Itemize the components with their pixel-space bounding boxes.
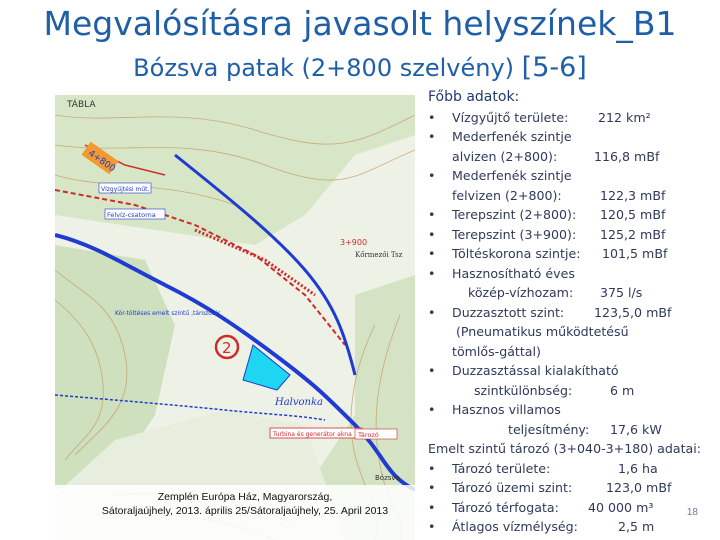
caption-line-2: Sátoraljaújhely, 2013. április 25/Sátoraljaújhely, 25. April 2013 [101, 505, 389, 517]
info-item [428, 498, 720, 518]
site-marker-label: 2 [222, 339, 232, 357]
bullet: • [428, 109, 436, 125]
info-item [428, 166, 720, 186]
site-map [55, 95, 415, 540]
item-sublabel: szintkülönbség: [474, 382, 573, 398]
map-label-tarozo: Kör-töltéses emelt szintű ,tározótér [115, 310, 221, 317]
item-value: 40 000 m³ [588, 499, 654, 515]
bullet: • [428, 168, 436, 183]
item-sublabel: felvizen (2+800): [452, 187, 562, 203]
bullet: • [428, 304, 436, 320]
bullet: • [428, 129, 436, 144]
item-value: 116,8 mBf [594, 148, 660, 164]
item-label: Tározó térfogata: [452, 499, 559, 515]
slide-subtitle [0, 52, 720, 83]
item-value: 123,5,0 mBf [594, 304, 672, 320]
map-label-chainage-4800: 4+800 [86, 148, 117, 175]
map-label-turbina: Turbina és generátor akna [273, 431, 352, 438]
map-label-tabla: TÁBLA [67, 100, 96, 110]
item-sublabel: teljesítmény: [508, 421, 590, 437]
bullet: • [428, 363, 436, 378]
info-item [428, 127, 720, 147]
map-label-bozsva: Bózsva [375, 474, 400, 482]
item-label: Tározó területe: [452, 460, 551, 476]
item-value: 122,3 mBf [600, 187, 666, 203]
map-caption [55, 490, 435, 518]
info-panel [428, 88, 720, 537]
subtitle-text: Bózsva patak (2+800 szelvény) [133, 54, 515, 82]
info-item-cont [428, 147, 720, 167]
info-item [428, 225, 720, 245]
caption-line-1: Zemplén Európa Ház, Magyarország, [157, 491, 333, 503]
subtitle-reference: [5-6] [521, 52, 587, 83]
item-sublabel: közép-vízhozam: [468, 285, 574, 300]
info-item [428, 478, 720, 498]
section2-header-text: Emelt szintű tározó (3+040-3+180) adatai: [428, 441, 701, 456]
item-label: Töltéskorona szintje: [452, 246, 581, 261]
info-item [428, 303, 720, 323]
info-item [428, 264, 720, 284]
info-item [428, 361, 720, 381]
item-value: 125,2 mBf [600, 226, 666, 242]
info-item-cont [428, 342, 720, 362]
info-item-cont [428, 420, 720, 440]
info-item [428, 459, 720, 479]
page-number: 18 [686, 507, 698, 518]
info-item-cont [428, 283, 720, 303]
item-label: Tározó üzemi szint: [452, 480, 573, 495]
info-item-cont [428, 381, 720, 401]
bullet: • [428, 207, 436, 222]
item-label: Átlagos vízmélység: [452, 519, 578, 534]
item-label: Terepszint (3+900): [452, 226, 577, 242]
map-label-felviz: Felvíz-csatorna [107, 211, 156, 219]
map-label-kormezo: Kőrmezői Tsz [355, 251, 403, 259]
item-value: 120,5 mBf [600, 207, 666, 222]
info-item-cont [428, 322, 720, 342]
info-item [428, 244, 720, 264]
map-label-tarozo-side: Tározó [358, 431, 379, 439]
map-label-chainage-3900: 3+900 [340, 238, 368, 247]
info-item [428, 205, 720, 225]
item-label: Mederfenék szintje [452, 129, 572, 144]
info-item [428, 400, 720, 420]
bullet: • [428, 265, 436, 281]
bullet: • [428, 480, 436, 495]
item-label: Terepszint (2+800): [452, 207, 577, 222]
slide-title: Megvalósításra javasolt helyszínek_B1 [43, 4, 677, 43]
bullet: • [428, 226, 436, 242]
item-sublabel: alvizen (2+800): [452, 148, 558, 164]
bullet: • [428, 499, 436, 515]
bullet: • [428, 519, 436, 534]
info-item-cont [428, 186, 720, 206]
map-label-helyszin: Halvonka [275, 397, 324, 408]
item-label: Duzzasztott szint: [452, 304, 565, 320]
info-item [428, 517, 720, 537]
info-item [428, 108, 720, 128]
bullet: • [428, 460, 436, 476]
item-label: Hasznosítható éves [452, 265, 575, 281]
item-label: Vízgyűjtő területe: [452, 109, 569, 125]
bullet: • [428, 246, 436, 261]
item-value: 212 km² [598, 109, 651, 125]
item-value: 6 m [610, 382, 635, 398]
item-sublabel: tömlős-gáttal) [452, 343, 541, 359]
section2-header [428, 439, 720, 459]
info-header: Főbb adatok: [428, 89, 520, 105]
item-value: 123,0 mBf [606, 480, 672, 495]
item-value: 2,5 m [618, 519, 655, 534]
item-sublabel: (Pneumatikus működtetésű [456, 324, 629, 339]
item-value: 1,6 ha [618, 460, 658, 476]
item-value: 17,6 kW [610, 421, 662, 437]
item-value: 101,5 mBf [602, 246, 668, 261]
item-label: Duzzasztással kialakítható [452, 363, 619, 378]
item-value: 375 l/s [600, 285, 643, 300]
bullet: • [428, 402, 436, 417]
map-label-vizgyujto: Vízgyűjtési műt. [101, 186, 150, 193]
item-label: Hasznos villamos [452, 402, 561, 417]
item-label: Mederfenék szintje [452, 168, 572, 183]
